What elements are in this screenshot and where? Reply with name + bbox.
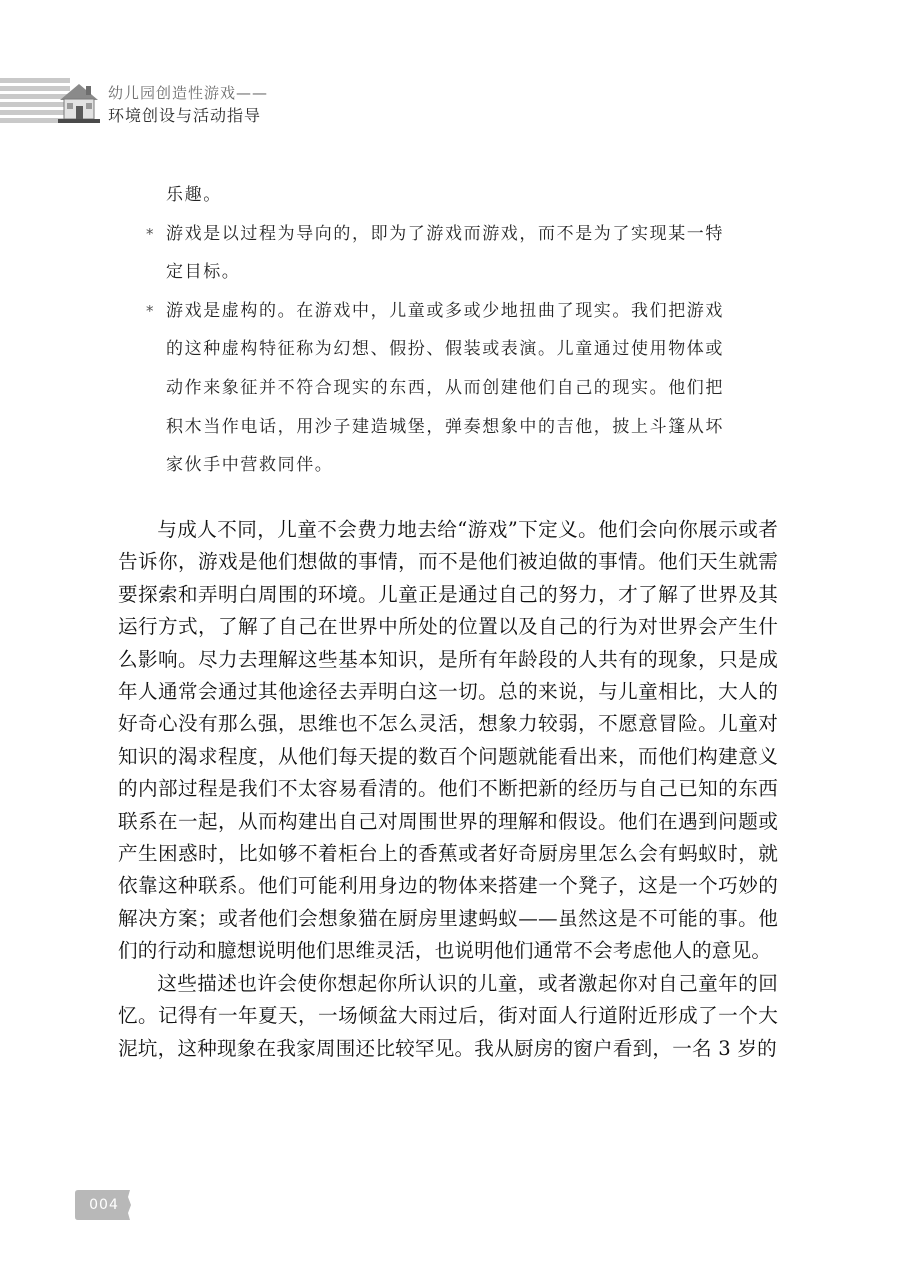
quote-line: 定目标。 <box>166 262 241 283</box>
quote-line: 的这种虚构特征称为幻想、假扮、假装或表演。儿童通过使用物体或 <box>166 339 724 360</box>
book-header <box>108 84 268 127</box>
page-number-tab <box>74 1188 134 1222</box>
quote-line: 家伙手中营救同伴。 <box>166 455 334 476</box>
page-number: 004 <box>89 1197 119 1213</box>
quote-line: 游戏是以过程为导向的，即为了游戏而游戏，而不是为了实现某一特 <box>166 223 724 244</box>
house-icon <box>56 80 102 124</box>
quote-line: 动作来象征并不符合现实的东西，从而创建他们自己的现实。他们把 <box>166 377 724 398</box>
body-paragraph: 这些描述也许会使你想起你所认识的儿童，或者激起你对自己童年的回忆。记得有一年夏天，一场倾盆大雨过后，街对面人行道附近形成了一个大泥坑，这种现象在我家周围还比较罕见。我从厨房的窗户看到，一名 3 岁的 <box>118 971 778 1060</box>
body-text <box>118 514 778 1065</box>
quote-item <box>146 292 776 485</box>
quote-line: 游戏是虚构的。在游戏中，儿童或多或少地扭曲了现实。我们把游戏 <box>166 300 724 321</box>
quote-list <box>146 176 776 485</box>
bullet-asterisk: * <box>146 224 156 243</box>
quote-item <box>146 215 776 292</box>
body-paragraph: 与成人不同，儿童不会费力地去给“游戏”下定义。他们会向你展示或者告诉你，游戏是他们想做的事情，而不是他们被迫做的事情。他们天生就需要探索和弄明白周围的环境。儿童正是通过自己的努力，才了解了世界及其运行方式，了解了自己在世界中所处的位置以及自己的行为对世界会产生什么影响。尽力去理解这些基本知识，是所有年龄段的人共有的现象，只是成年人通常会通过其他途径去弄明白这一切。总的来说，与儿童相比，大人的好奇心没有那么强，思维也不怎么灵活，想象力较弱，不愿意冒险。儿童对知识的渴求程度，从他们每天提的数百个问题就能看出来，而他们构建意义的内部过程是我们不太容易看清的。他们不断把新的经历与自己已知的东西联系在一起，从而构建出自己对周围世界的理解和假设。他们在遇到问题或产生困惑时，比如够不着柜台上的香蕉或者好奇厨房里怎么会有蚂蚁时，就依靠这种联系。他们可能利用身边的物体来搭建一个凳子，这是一个巧妙的解决方案；或者他们会想象猫在厨房里逮蚂蚁——虽然这是不可能的事。他们的行动和臆想说明他们思维灵活，也说明他们通常不会考虑他人的意见。 <box>118 518 778 963</box>
bullet-asterisk: * <box>146 301 156 320</box>
quote-lead-in: 乐趣。 <box>166 185 222 205</box>
quote-line: 积木当作电话，用沙子建造城堡，弹奏想象中的吉他，披上斗篷从坏 <box>166 416 724 437</box>
book-title-line2: 环境创设与活动指导 <box>108 106 262 125</box>
book-title-line1: 幼儿园创造性游戏—— <box>108 84 269 102</box>
